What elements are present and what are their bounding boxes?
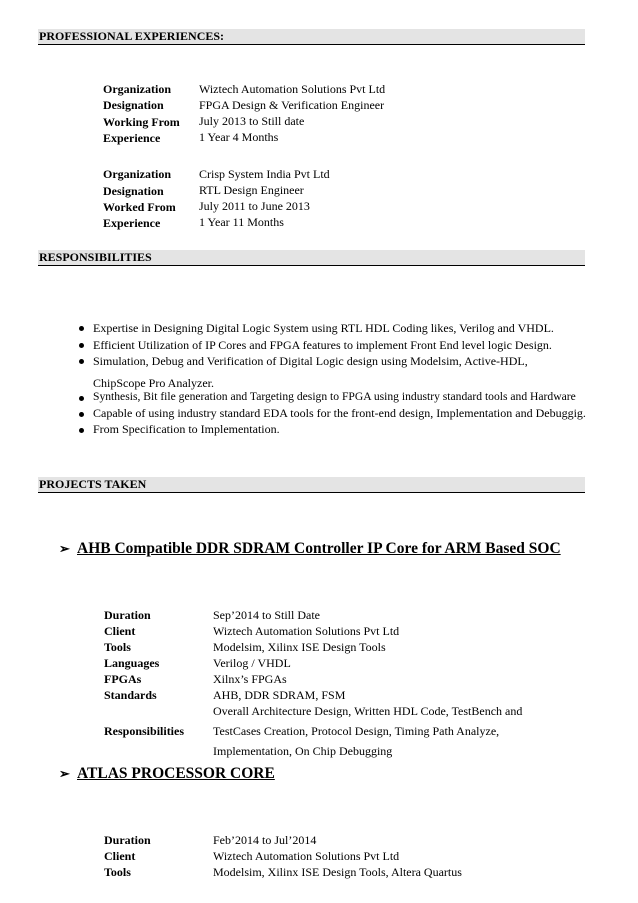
exp2-value-designation: RTL Design Engineer — [199, 183, 304, 197]
section-title: PROFESSIONAL EXPERIENCES: — [39, 29, 225, 43]
section-header-professional-experiences — [38, 29, 585, 45]
p1-value-standards: AHB, DDR SDRAM, FSM — [213, 688, 346, 702]
p1-label-tools: Tools — [104, 640, 131, 654]
project-title: AHB Compatible DDR SDRAM Controller IP Core for ARM Based SOC — [77, 540, 561, 557]
p1-value-languages: Verilog / VHDL — [213, 656, 291, 670]
responsibility-item-continued: ChipScope Pro Analyzer. — [93, 376, 214, 390]
responsibility-item: Capable of using industry standard EDA tools for the front-end design, Implementation and Debuggig. — [93, 406, 586, 420]
section-header-projects-taken — [38, 477, 585, 493]
responsibility-item: Simulation, Debug and Verification of Digital Logic design using Modelsim, Active-HDL, — [93, 354, 528, 368]
exp1-value-experience: 1 Year 4 Months — [199, 130, 279, 144]
p2-label-client: Client — [104, 849, 136, 863]
exp2-label-worked-from: Worked From — [103, 200, 176, 214]
responsibility-item: Efficient Utilization of IP Cores and FPGA features to implement Front End level logic Design. — [93, 338, 552, 352]
exp2-label-designation: Designation — [103, 184, 164, 198]
exp2-value-organization: Crisp System India Pvt Ltd — [199, 167, 330, 181]
exp2-label-experience: Experience — [103, 216, 161, 230]
p1-value-responsibilities-line: Implementation, On Chip Debugging — [213, 744, 393, 758]
responsibility-item: Synthesis, Bit file generation and Targeting design to FPGA using industry standard tools and Hardware — [93, 390, 576, 403]
exp2-label-organization: Organization — [103, 167, 171, 181]
exp2-value-experience: 1 Year 11 Months — [199, 215, 284, 229]
project-title: ATLAS PROCESSOR CORE — [77, 765, 275, 782]
p2-label-tools: Tools — [104, 865, 131, 879]
bullet-icon — [79, 326, 84, 331]
p1-label-languages: Languages — [104, 656, 160, 670]
bullet-icon — [79, 396, 84, 401]
p1-value-tools: Modelsim, Xilinx ISE Design Tools — [213, 640, 386, 654]
p1-value-responsibilities-line: TestCases Creation, Protocol Design, Timing Path Analyze, — [213, 724, 500, 738]
project-heading — [59, 765, 275, 783]
p1-label-standards: Standards — [104, 688, 157, 702]
exp1-label-designation: Designation — [103, 98, 164, 112]
arrow-bullet-icon: ➢ — [59, 541, 70, 556]
section-header-responsibilities — [38, 250, 585, 266]
bullet-icon — [79, 343, 84, 348]
exp1-label-experience: Experience — [103, 131, 161, 145]
p1-label-responsibilities: Responsibilities — [104, 724, 185, 738]
bullet-icon — [79, 359, 84, 364]
arrow-bullet-icon: ➢ — [59, 766, 70, 781]
p2-label-duration: Duration — [104, 833, 151, 847]
p2-value-duration: Feb’2014 to Jul’2014 — [213, 833, 317, 847]
p1-value-responsibilities-line: Overall Architecture Design, Written HDL Code, TestBench and — [213, 704, 523, 718]
exp2-value-worked-from: July 2011 to June 2013 — [199, 199, 310, 213]
exp1-value-organization: Wiztech Automation Solutions Pvt Ltd — [199, 82, 386, 96]
p1-label-fpgas: FPGAs — [104, 672, 142, 686]
responsibility-item: From Specification to Implementation. — [93, 422, 280, 436]
exp1-label-organization: Organization — [103, 82, 171, 96]
responsibility-item: Expertise in Designing Digital Logic System using RTL HDL Coding likes, Verilog and VHDL. — [93, 321, 554, 335]
exp1-value-working-from: July 2013 to Still date — [199, 114, 305, 128]
p1-value-fpgas: Xilnx’s FPGAs — [213, 672, 287, 686]
exp1-value-designation: FPGA Design & Verification Engineer — [199, 98, 385, 112]
bullet-icon — [79, 428, 84, 433]
p1-label-duration: Duration — [104, 608, 151, 622]
p1-value-client: Wiztech Automation Solutions Pvt Ltd — [213, 624, 400, 638]
project-heading — [59, 540, 561, 558]
p1-label-client: Client — [104, 624, 136, 638]
p2-value-client: Wiztech Automation Solutions Pvt Ltd — [213, 849, 400, 863]
exp1-label-working-from: Working From — [103, 115, 180, 129]
bullet-icon — [79, 412, 84, 417]
section-title: PROJECTS TAKEN — [39, 477, 147, 491]
p1-value-duration: Sep’2014 to Still Date — [213, 608, 320, 622]
p2-value-tools: Modelsim, Xilinx ISE Design Tools, Altera Quartus — [213, 865, 462, 879]
section-title: RESPONSIBILITIES — [39, 250, 152, 264]
